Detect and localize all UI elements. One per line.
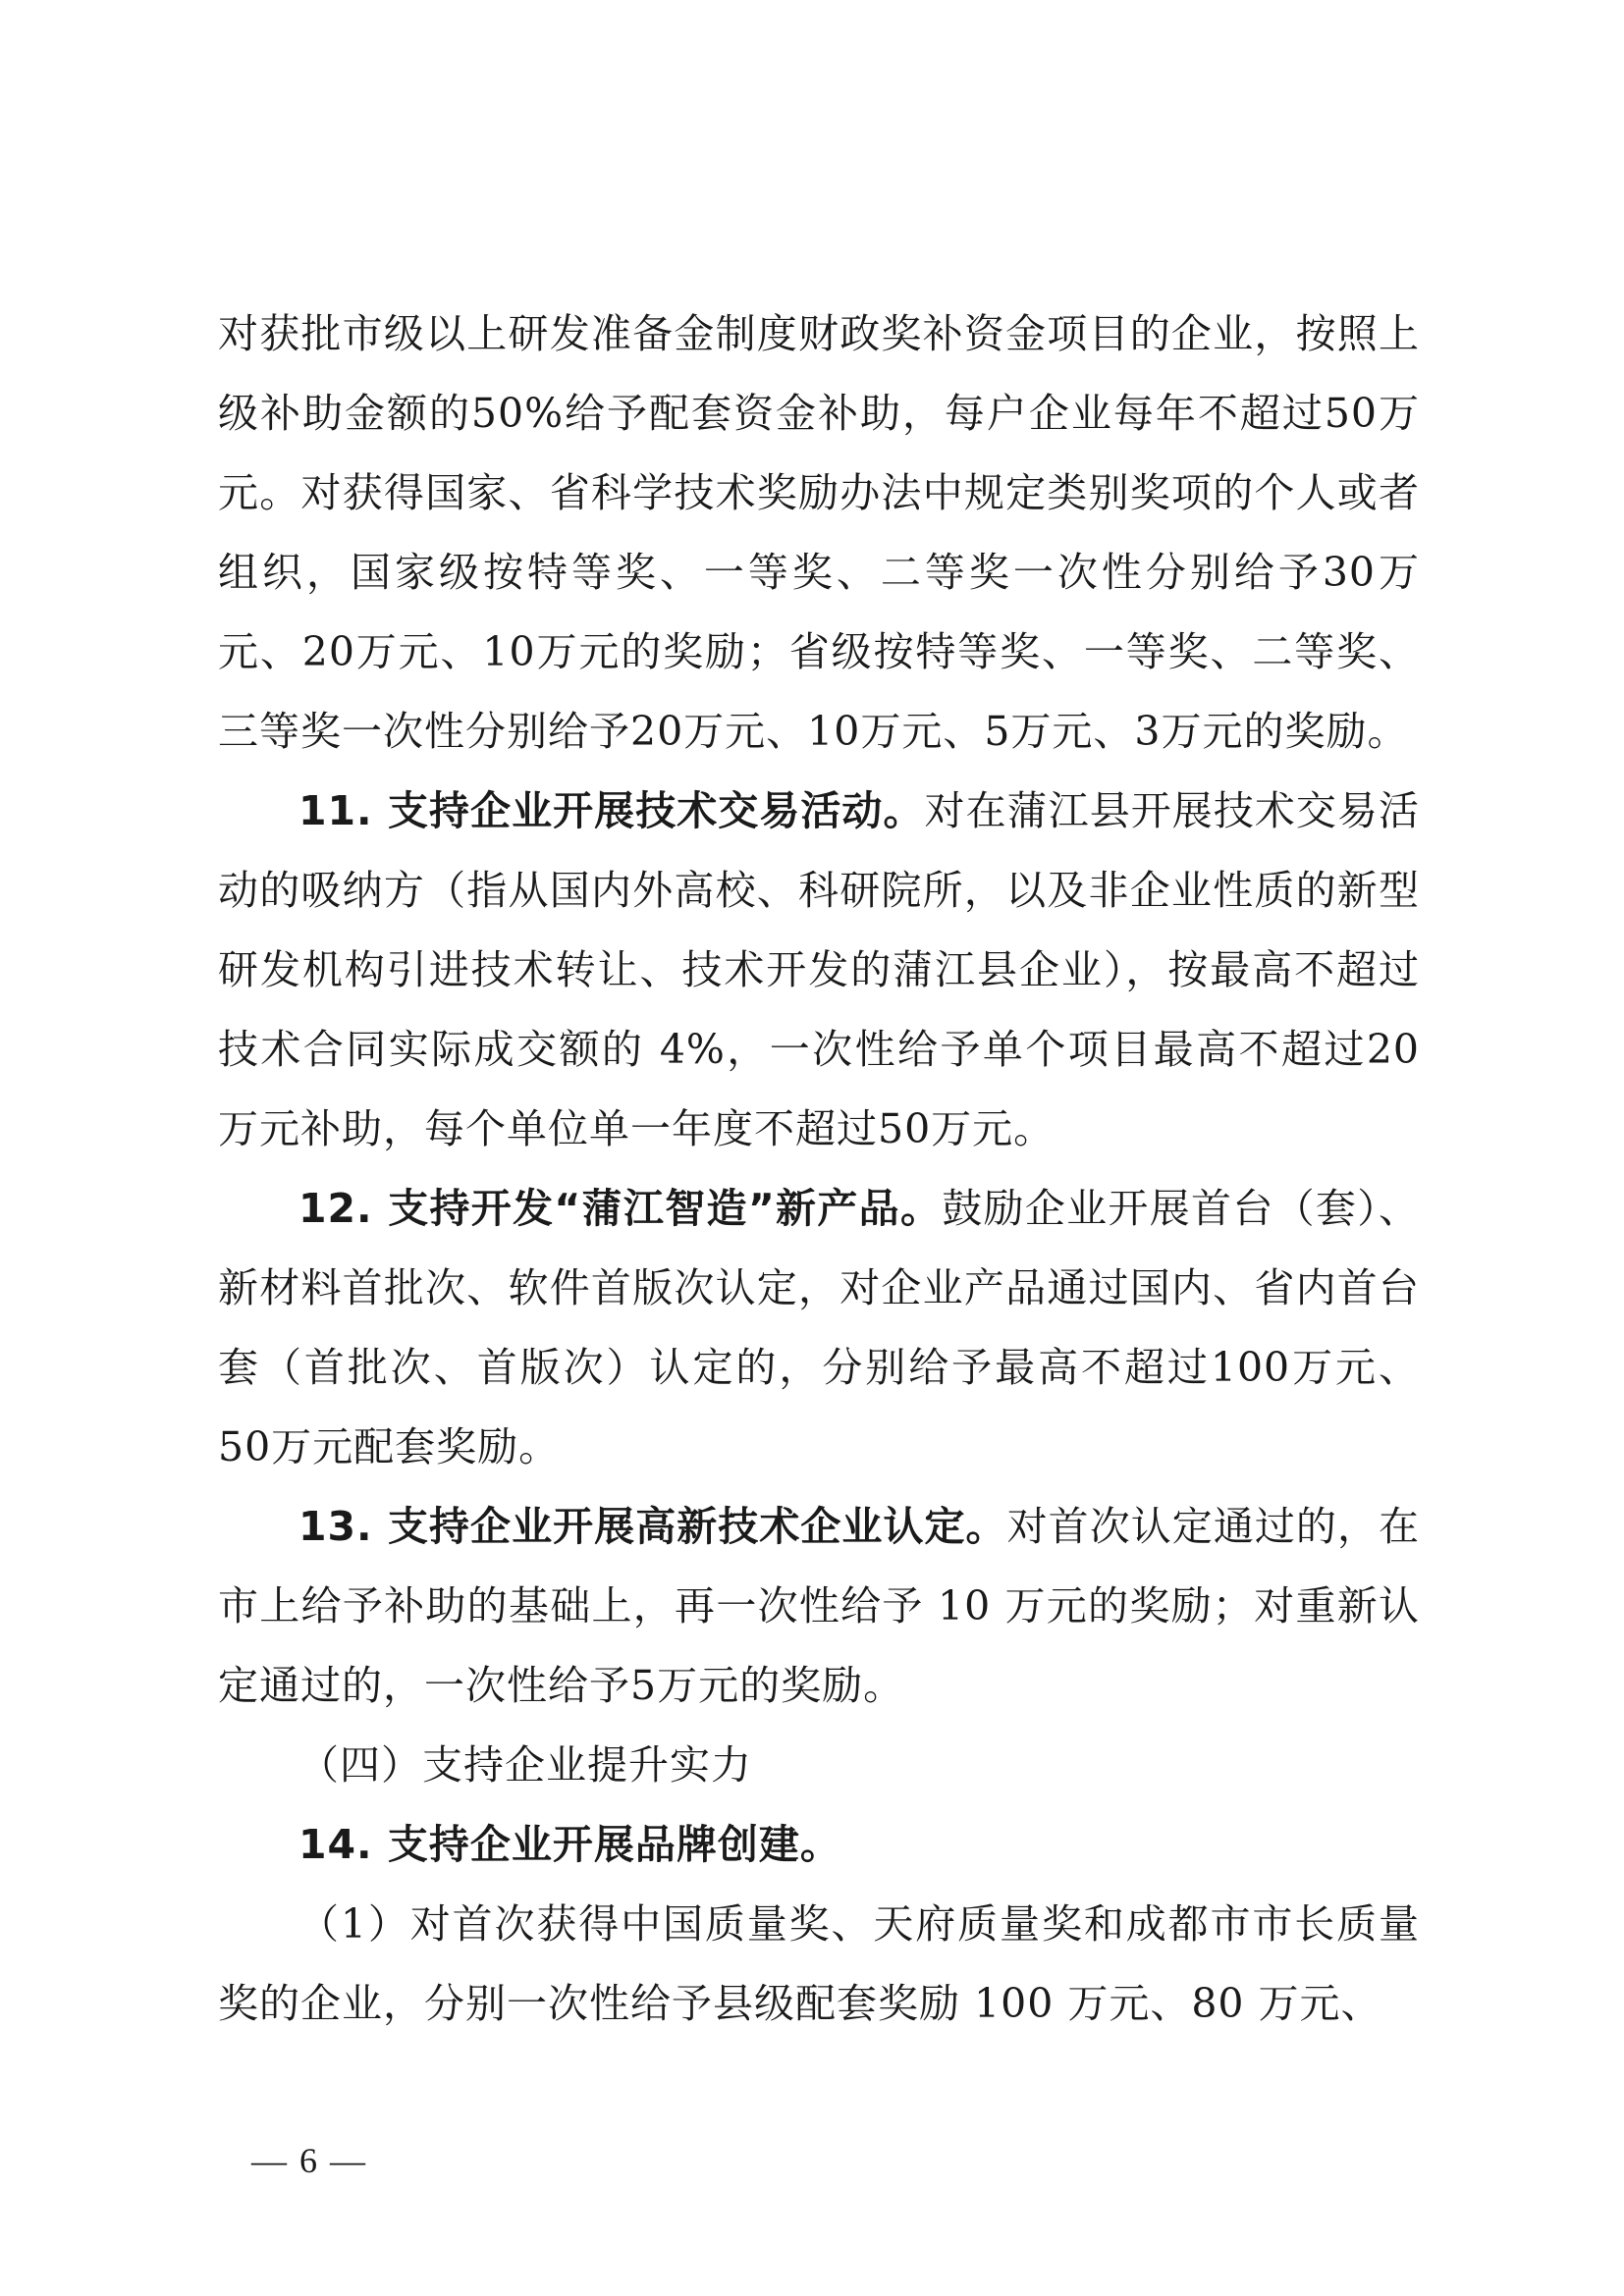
page-number: — 6 — (251, 2141, 367, 2180)
item-11-title: 11. 支持企业开展技术交易活动。 (298, 787, 925, 834)
item-11-body: 对在蒲江县开展技术交易活动的吸纳方（指从国内外高校、科研院所，以及非企业性质的新型研发机构引进技术转让、技术开发的蒲江县企业），按最高不超过技术合同实际成交额的 4%，一次性给予单个项目最高不超过20万元补助，每个单位单一年度不超过50万元。 (218, 787, 1421, 1152)
item-13-title: 13. 支持企业开展高新技术企业认定。 (298, 1503, 1007, 1550)
item-12-paragraph (218, 1169, 1420, 1487)
section-4-heading: （四）支持企业提升实力 (298, 1741, 752, 1789)
item-13-body: 对首次认定通过的，在市上给予补助的基础上，再一次性给予 10 万元的奖励；对重新认定通过的，一次性给予5万元的奖励。 (218, 1503, 1421, 1709)
document-page (218, 294, 1420, 2044)
item-13-paragraph (218, 1487, 1420, 1726)
item-14-heading: 14. 支持企业开展品牌创建。 (298, 1821, 841, 1868)
item-11-paragraph (218, 772, 1420, 1169)
continuation-paragraph: 对获批市级以上研发准备金制度财政奖补资金项目的企业，按照上级补助金额的50%给予配套资金补助，每户企业每年不超过50万元。对获得国家、省科学技术奖励办法中规定类别奖项的个人或者组织，国家级按特等奖、一等奖、二等奖一次性分别给予30万元、20万元、10万元的奖励；省级按特等奖、一等奖、二等奖、三等奖一次性分别给予20万元、10万元、5万元、3万元的奖励。 (218, 310, 1420, 755)
item-14-subitem-1: （1）对首次获得中国质量奖、天府质量奖和成都市市长质量奖的企业，分别一次性给予县级配套奖励 100 万元、80 万元、 (218, 1900, 1420, 2027)
item-12-body: 鼓励企业开展首台（套）、新材料首批次、软件首版次认定，对企业产品通过国内、省内首台套（首批次、首版次）认定的，分别给予最高不超过100万元、50万元配套奖励。 (218, 1185, 1421, 1470)
item-12-title: 12. 支持开发“蒲江智造”新产品。 (298, 1185, 943, 1232)
